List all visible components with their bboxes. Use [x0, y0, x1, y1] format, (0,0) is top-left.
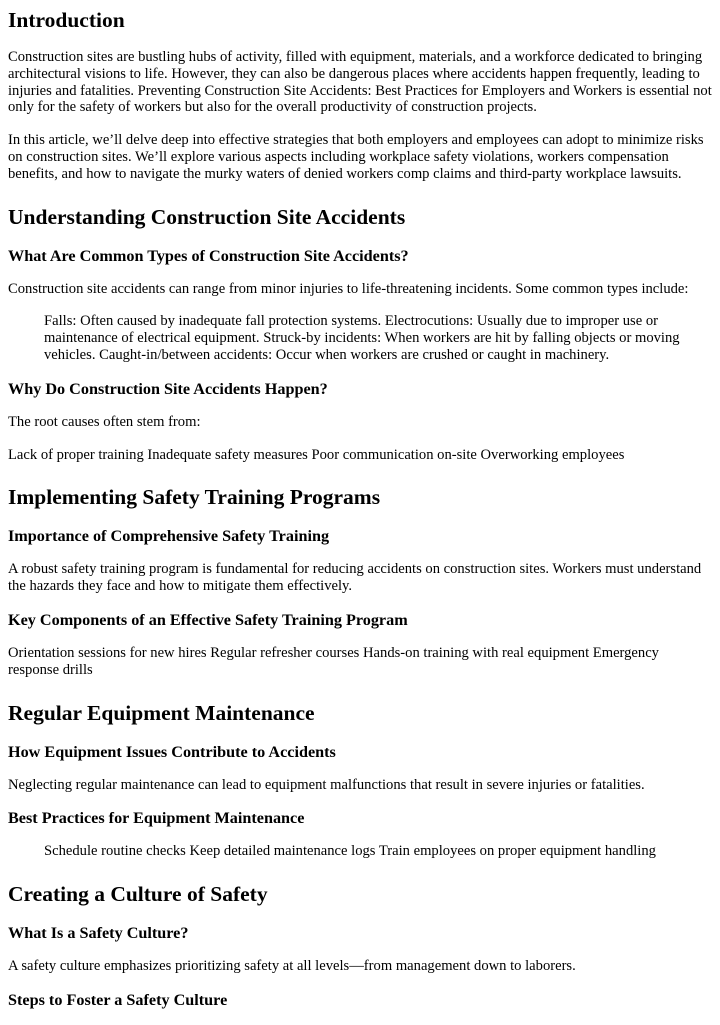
subheading-importance-training: Importance of Comprehensive Safety Training [8, 527, 330, 546]
what-is-culture-paragraph: A safety culture emphasizes prioritizing safety at all levels—from management down to laborers. [8, 958, 576, 975]
common-types-list: Falls: Often caused by inadequate fall protection systems. Electrocutions: Usually due to improper use or maintenance of electrical equipment. Struck-by incidents: When workers are hit by falling objects or moving vehicles. Caught-in/between accidents: Occur when workers are crushed or caught in machinery. [44, 313, 680, 363]
subheading-common-types: What Are Common Types of Construction Site Accidents? [8, 246, 409, 265]
subheading-maintenance-practices: Best Practices for Equipment Maintenance [8, 809, 305, 828]
importance-training-paragraph: A robust safety training program is fundamental for reducing accidents on construction sites. Workers must understand the hazards they face and how to mitigate them effectively. [8, 561, 702, 595]
heading-safety-culture: Creating a Culture of Safety [8, 882, 268, 907]
heading-safety-training: Implementing Safety Training Programs [8, 485, 381, 510]
common-types-paragraph: Construction site accidents can range from minor injuries to life-threatening incidents. Some common types include: [8, 280, 689, 297]
root-causes-intro: The root causes often stem from: [8, 413, 201, 430]
heading-understanding-accidents: Understanding Construction Site Accidents [8, 204, 406, 229]
subheading-what-is-culture: What Is a Safety Culture? [8, 924, 189, 943]
subheading-key-components: Key Components of an Effective Safety Training Program [8, 610, 408, 629]
article [0, 8, 720, 1010]
subheading-equipment-issues: How Equipment Issues Contribute to Accidents [8, 742, 336, 761]
root-causes-list: Lack of proper training Inadequate safety measures Poor communication on-site Overworking employees [8, 446, 625, 463]
intro-paragraph-1: Construction sites are bustling hubs of activity, filled with equipment, materials, and a workforce dedicated to bringing architectural visions to life. However, they can also be dangerous places where accidents happen frequently, leading to injuries and fatalities. Preventing Construction Site Accidents: Best Practices for Employers and Workers is essential not only for the safety of workers but also for the overall productivity of construction projects. [8, 49, 712, 116]
heading-equipment-maintenance: Regular Equipment Maintenance [8, 700, 315, 725]
key-components-list: Orientation sessions for new hires Regular refresher courses Hands-on training with real equipment Emergency response drills [8, 644, 659, 678]
intro-paragraph-2: In this article, we’ll delve deep into effective strategies that both employers and employees can adopt to minimize risks on construction sites. We’ll explore various aspects including workplace safety violations, workers compensation benefits, and how to navigate the murky waters of denied workers comp claims and third-party workplace lawsuits. [8, 132, 704, 182]
subheading-why-accidents: Why Do Construction Site Accidents Happen? [8, 379, 328, 398]
subheading-foster-culture: Steps to Foster a Safety Culture [8, 990, 228, 1009]
equipment-issues-paragraph: Neglecting regular maintenance can lead to equipment malfunctions that result in severe injuries or fatalities. [8, 776, 645, 793]
maintenance-practices-list: Schedule routine checks Keep detailed maintenance logs Train employees on proper equipment handling [44, 843, 656, 860]
heading-introduction: Introduction [8, 8, 125, 32]
